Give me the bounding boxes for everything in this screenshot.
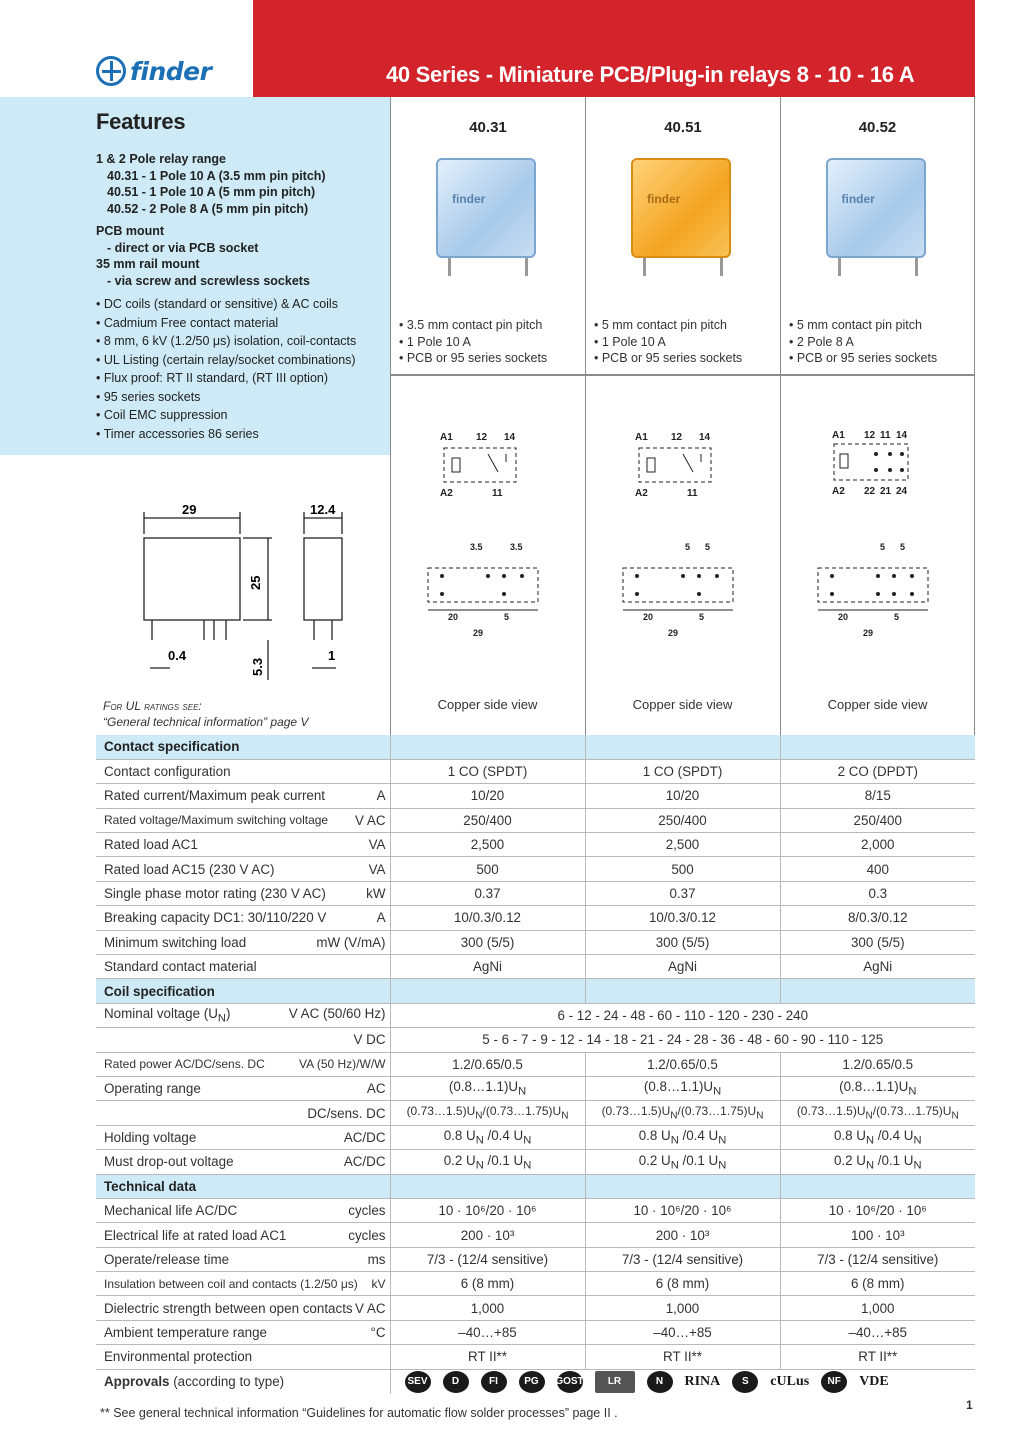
feature-line: 1 & 2 Pole relay range bbox=[96, 152, 226, 166]
dim-pin-length: 5.3 bbox=[250, 657, 265, 676]
table-row: Environmental protection RT II** RT II** RT II** bbox=[96, 1345, 975, 1369]
vde-mark-icon: VDE bbox=[859, 1373, 889, 1389]
gost-mark-icon: GOST bbox=[557, 1371, 583, 1393]
feature-bullet: • Cadmium Free contact material bbox=[96, 315, 279, 330]
dim-width: 29 bbox=[182, 502, 197, 517]
table-row: Electrical life at rated load AC1 cycles 200 · 10³ 200 · 10³ 100 · 10³ bbox=[96, 1223, 975, 1247]
model-column-40-51 bbox=[585, 97, 780, 375]
copper-side-label: Copper side view bbox=[827, 697, 928, 712]
model-column-40-52 bbox=[780, 97, 975, 375]
svg-text:3.5: 3.5 bbox=[510, 542, 523, 552]
table-row: Rated current/Maximum peak current A 10/20 10/20 8/15 bbox=[96, 784, 975, 808]
table-row: Contact configuration 1 CO (SPDT) 1 CO (SPDT) 2 CO (DPDT) bbox=[96, 759, 975, 783]
table-row: Ambient temperature range °C –40…+85 –40…+85 –40…+85 bbox=[96, 1320, 975, 1344]
divider bbox=[585, 375, 586, 735]
fi-mark-icon: FI bbox=[481, 1371, 507, 1393]
model-bullet: • PCB or 95 series sockets bbox=[789, 351, 938, 365]
svg-text:5: 5 bbox=[900, 542, 906, 552]
table-row: Rated voltage/Maximum switching voltage V AC 250/400 250/400 250/400 bbox=[96, 808, 975, 832]
svg-text:A1: A1 bbox=[635, 432, 648, 443]
table-row: Single phase motor rating (230 V AC) kW 0.37 0.37 0.3 bbox=[96, 881, 975, 905]
model-name: 40.51 bbox=[664, 119, 702, 136]
svg-text:5: 5 bbox=[894, 612, 900, 622]
feature-bullet: • 8 mm, 6 kV (1.2/50 μs) isolation, coil-contacts bbox=[96, 334, 357, 348]
svg-text:A2: A2 bbox=[440, 488, 453, 499]
divider bbox=[390, 374, 975, 376]
d-mark-icon: D bbox=[443, 1371, 469, 1393]
svg-text:24: 24 bbox=[896, 486, 908, 497]
wiring-diagram-40-52 bbox=[830, 428, 920, 500]
svg-text:5: 5 bbox=[685, 542, 691, 552]
relay-photo-icon: finder bbox=[623, 152, 743, 282]
svg-text:A1: A1 bbox=[440, 432, 453, 443]
svg-text:A2: A2 bbox=[832, 486, 845, 497]
section-tech: Technical data bbox=[96, 1174, 390, 1198]
feature-line: 40.52 - 2 Pole 8 A (5 mm pin pitch) bbox=[107, 201, 309, 216]
model-bullet: • 5 mm contact pin pitch bbox=[789, 318, 922, 332]
svg-text:20: 20 bbox=[448, 612, 459, 622]
pg-mark-icon: PG bbox=[519, 1371, 545, 1393]
svg-text:3.5: 3.5 bbox=[470, 542, 483, 552]
divider bbox=[390, 375, 391, 735]
relay-photo-icon: finder bbox=[428, 152, 548, 282]
table-row: Rated power AC/DC/sens. DC VA (50 Hz)/W/W 1.2/0.65/0.5 1.2/0.65/0.5 1.2/0.65/0.5 bbox=[96, 1052, 975, 1076]
culus-mark-icon: cULus bbox=[770, 1373, 810, 1389]
svg-text:A1: A1 bbox=[832, 430, 845, 441]
model-bullet: • PCB or 95 series sockets bbox=[399, 351, 548, 365]
svg-text:14: 14 bbox=[504, 432, 516, 443]
table-row: Rated load AC1 VA 2,500 2,500 2,000 bbox=[96, 833, 975, 857]
table-row: Rated load AC15 (230 V AC) VA 500 500 400 bbox=[96, 857, 975, 881]
table-row: V DC 5 - 6 - 7 - 9 - 12 - 14 - 18 - 21 - 24 - 28 - 36 - 48 - 60 - 90 - 110 - 125 bbox=[96, 1028, 975, 1052]
section-coil: Coil specification bbox=[96, 979, 390, 1003]
feature-bullet: • 95 series sockets bbox=[96, 389, 201, 404]
feature-line: 35 mm rail mount bbox=[96, 257, 200, 271]
features-heading: Features bbox=[96, 109, 186, 134]
model-bullet: • 3.5 mm contact pin pitch bbox=[399, 318, 543, 332]
dimension-drawing bbox=[130, 500, 370, 690]
model-bullet: • PCB or 95 series sockets bbox=[594, 351, 743, 365]
table-row: Minimum switching load mW (V/mA) 300 (5/5) 300 (5/5) 300 (5/5) bbox=[96, 930, 975, 954]
footprint-40-51 bbox=[613, 540, 753, 640]
section-contact: Contact specification bbox=[96, 735, 390, 759]
s-mark-icon: S bbox=[732, 1371, 758, 1393]
svg-text:A2: A2 bbox=[635, 488, 648, 499]
table-row: Standard contact material AgNi AgNi AgNi bbox=[96, 955, 975, 979]
table-row: DC/sens. DC $(0.73\dots 1.5)U_N/(0.73\dots 1.75)U_N$ $(0.73\dots 1.5)U_N/(0.73\dots 1.75)U_N$ $(0.73\dots 1.5)U_N/(0.73\dots 1.75)U_N$ bbox=[96, 1101, 975, 1125]
wiring-diagram-40-51 bbox=[633, 428, 723, 500]
footnote: ** See general technical information “Guidelines for automatic flow solder processes” page II . bbox=[100, 1406, 618, 1420]
footprint-40-52 bbox=[808, 540, 948, 640]
svg-text:5: 5 bbox=[705, 542, 711, 552]
copper-side-label: Copper side view bbox=[437, 697, 538, 712]
rina-mark-icon: RINA bbox=[684, 1373, 721, 1389]
section-row bbox=[96, 735, 975, 759]
feature-line: 40.51 - 1 Pole 10 A (5 mm pin pitch) bbox=[107, 185, 316, 199]
features-panel bbox=[0, 97, 390, 455]
svg-text:5: 5 bbox=[699, 612, 705, 622]
wiring-diagram-40-31 bbox=[438, 428, 528, 500]
model-bullet: • 1 Pole 10 A bbox=[399, 334, 471, 349]
divider bbox=[780, 375, 781, 735]
svg-text:21: 21 bbox=[880, 486, 892, 497]
nominal-ac-values: 6 - 12 - 24 - 48 - 60 - 110 - 120 - 230 - 240 bbox=[390, 1003, 975, 1027]
dim-depth: 12.4 bbox=[310, 502, 336, 517]
page-title: 40 Series - Miniature PCB/Plug-in relays 8 - 10 - 16 A bbox=[386, 62, 915, 87]
brand-name: finder bbox=[130, 56, 212, 86]
section-row bbox=[96, 979, 975, 1003]
svg-text:29: 29 bbox=[473, 628, 484, 638]
feature-bullet: • UL Listing (certain relay/socket combinations) bbox=[96, 352, 356, 367]
spec-table bbox=[96, 735, 975, 1394]
table-row: Holding voltage AC/DC 0.8 $U_N$ /0.4 $U_N$ 0.8 $U_N$ /0.4 $U_N$ 0.8 $U_N$ /0.4 $U_N$ bbox=[96, 1125, 975, 1149]
svg-text:5: 5 bbox=[504, 612, 510, 622]
svg-text:12: 12 bbox=[671, 432, 683, 443]
copper-side-label: Copper side view bbox=[632, 697, 733, 712]
relay-photo-icon: finder bbox=[818, 152, 938, 282]
svg-text:14: 14 bbox=[896, 430, 908, 441]
feature-line: - direct or via PCB socket bbox=[107, 240, 259, 255]
model-bullet: • 1 Pole 10 A bbox=[594, 334, 666, 349]
table-row: Operate/release time ms 7/3 - (12/4 sensitive) 7/3 - (12/4 sensitive) 7/3 - (12/4 sensitive) bbox=[96, 1247, 975, 1271]
feature-line: - via screw and screwless sockets bbox=[107, 273, 310, 288]
svg-text:22: 22 bbox=[864, 486, 876, 497]
footprint-40-31 bbox=[418, 540, 558, 640]
svg-text:11: 11 bbox=[492, 488, 503, 499]
svg-text:14: 14 bbox=[699, 432, 711, 443]
approvals-row: Approvals (according to type) SEV D FI PG GOST LR N RINA S cULus NF VDE bbox=[96, 1369, 975, 1393]
model-bullet: • 2 Pole 8 A bbox=[789, 334, 854, 349]
model-column-40-31 bbox=[390, 97, 585, 375]
ul-ratings-note bbox=[103, 698, 308, 730]
feature-line: 40.31 - 1 Pole 10 A (3.5 mm pin pitch) bbox=[107, 168, 326, 183]
feature-bullet: • Flux proof: RT II standard, (RT III option) bbox=[96, 371, 329, 385]
svg-text:20: 20 bbox=[838, 612, 849, 622]
ul-note-line2: “General technical information” page V bbox=[103, 715, 309, 729]
svg-text:29: 29 bbox=[668, 628, 679, 638]
table-row: Insulation between coil and contacts (1.2/50 μs) kV 6 (8 mm) 6 (8 mm) 6 (8 mm) bbox=[96, 1272, 975, 1296]
feature-line: PCB mount bbox=[96, 224, 165, 238]
table-row: Mechanical life AC/DC cycles 10 · 10⁶/20 · 10⁶ 10 · 10⁶/20 · 10⁶ 10 · 10⁶/20 · 10⁶ bbox=[96, 1198, 975, 1222]
nf-mark-icon: NF bbox=[821, 1371, 847, 1393]
section-row bbox=[96, 1174, 975, 1198]
svg-text:12: 12 bbox=[476, 432, 488, 443]
svg-text:12: 12 bbox=[864, 430, 876, 441]
sev-mark-icon: SEV bbox=[405, 1371, 431, 1393]
table-row: Must drop-out voltage AC/DC 0.2 $U_N$ /0.1 $U_N$ 0.2 $U_N$ /0.1 $U_N$ 0.2 $U_N$ /0.1 $U_N$ bbox=[96, 1150, 975, 1174]
n-mark-icon: N bbox=[647, 1371, 673, 1393]
ul-note-line1: For UL ratings see: bbox=[103, 699, 202, 713]
feature-bullet: • DC coils (standard or sensitive) & AC coils bbox=[96, 297, 338, 311]
table-row: Breaking capacity DC1: 30/110/220 V A 10/0.3/0.12 10/0.3/0.12 8/0.3/0.12 bbox=[96, 906, 975, 930]
model-name: 40.31 bbox=[469, 119, 507, 136]
brand-logo[interactable] bbox=[96, 56, 211, 86]
svg-text:11: 11 bbox=[687, 488, 698, 499]
svg-text:29: 29 bbox=[863, 628, 874, 638]
svg-text:5: 5 bbox=[880, 542, 886, 552]
dim-pin-width: 1 bbox=[328, 648, 336, 663]
model-bullet: • 5 mm contact pin pitch bbox=[594, 318, 727, 332]
table-row: Nominal voltage $(U_N)$ V AC (50/60 Hz) 6 - 12 - 24 - 48 - 60 - 110 - 120 - 230 - 240 bbox=[96, 1003, 975, 1027]
svg-text:20: 20 bbox=[643, 612, 654, 622]
dim-height: 25 bbox=[248, 575, 263, 590]
svg-text:11: 11 bbox=[880, 430, 891, 441]
table-row: Operating range AC $(0.8\dots 1.1)U_N$ $(0.8\dots 1.1)U_N$ $(0.8\dots 1.1)U_N$ bbox=[96, 1076, 975, 1100]
model-name: 40.52 bbox=[858, 119, 897, 136]
dim-pin: 0.4 bbox=[168, 648, 187, 663]
nominal-dc-values: 5 - 6 - 7 - 9 - 12 - 14 - 18 - 21 - 24 - 28 - 36 - 48 - 60 - 90 - 110 - 125 bbox=[390, 1028, 975, 1052]
approval-marks bbox=[395, 1371, 972, 1393]
table-row: Dielectric strength between open contacts V AC 1,000 1,000 1,000 bbox=[96, 1296, 975, 1320]
lr-mark-icon: LR bbox=[595, 1371, 635, 1393]
feature-bullet: • Coil EMC suppression bbox=[96, 408, 228, 422]
divider bbox=[974, 375, 975, 735]
finder-logo-icon bbox=[96, 56, 126, 86]
feature-bullet: • Timer accessories 86 series bbox=[96, 426, 259, 441]
page-number: 1 bbox=[966, 1398, 973, 1412]
